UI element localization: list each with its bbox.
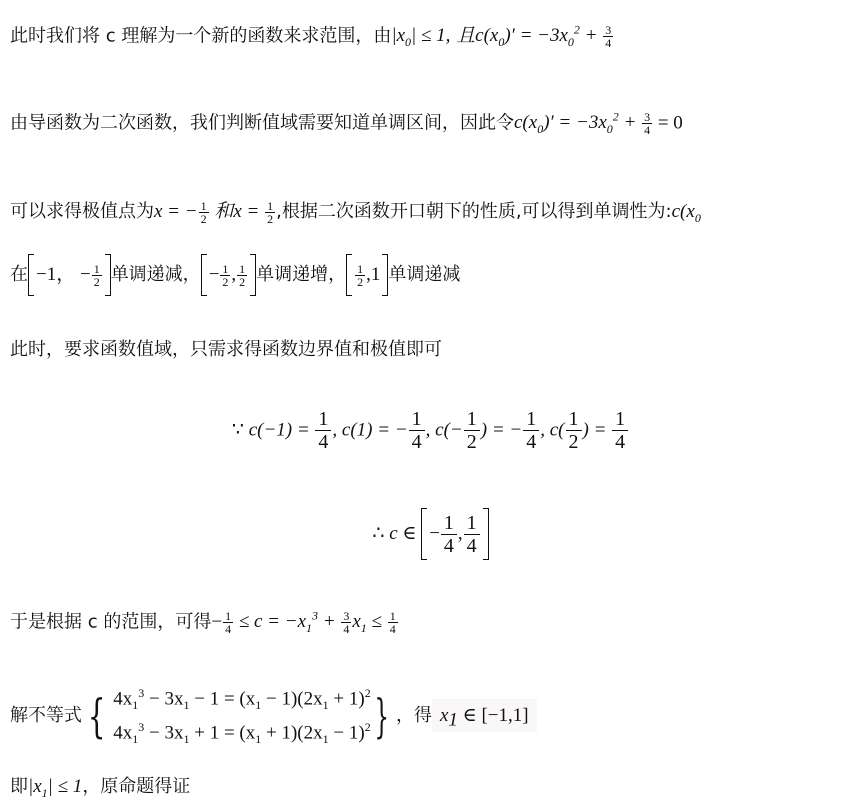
line-2 bbox=[10, 103, 683, 143]
line-1-abs: $|x_0| \le 1$, bbox=[391, 25, 451, 50]
fraction: $\frac{1}{2}$ bbox=[464, 408, 480, 453]
eq-part: ) = bbox=[582, 419, 612, 441]
line-2-end: = 0 bbox=[653, 112, 683, 134]
line-8-expr2: $x_1$ ≤ bbox=[352, 611, 387, 636]
fraction: $\frac{1}{4}$ bbox=[409, 408, 425, 453]
line-3 bbox=[10, 198, 701, 232]
line-1-text: 此时我们将 c 理解为一个新的函数来求范围，由 bbox=[10, 25, 392, 47]
fraction: $\frac{1}{4}$ bbox=[389, 608, 396, 636]
fraction: $\frac{1}{4}$ bbox=[441, 512, 457, 557]
line-3-end: $c(x_0$ bbox=[671, 201, 701, 225]
fraction: $\frac{1}{2}$ bbox=[267, 198, 274, 226]
line-1-and: 且 bbox=[456, 25, 476, 47]
line-7 bbox=[0, 508, 861, 560]
eq-part: , c( bbox=[540, 419, 565, 441]
left-bracket bbox=[201, 254, 207, 296]
system-row-1: $4x_1^3 - 3x_1 - 1 = (x_1 - 1)(2x_1 + 1)^2$ bbox=[113, 686, 371, 713]
fraction: $\frac{1}{4}$ bbox=[523, 408, 539, 453]
fraction: $\frac{1}{4}$ bbox=[315, 408, 331, 453]
decreasing-label-2: 单调递减 bbox=[388, 264, 461, 285]
line-10-text: 即 bbox=[10, 776, 28, 797]
increasing-label: 单调递增， bbox=[256, 264, 347, 285]
line-6 bbox=[0, 408, 861, 453]
fraction: $\frac{1}{2}$ bbox=[239, 261, 246, 289]
line-9 bbox=[10, 682, 537, 750]
interval-1: −1， − bbox=[36, 264, 91, 285]
left-bracket bbox=[421, 508, 427, 560]
decreasing-label: 单调递减， bbox=[110, 264, 201, 285]
interval-2: − bbox=[208, 264, 220, 285]
therefore-symbol: ∴ bbox=[372, 523, 390, 544]
fraction: $\frac{1}{2}$ bbox=[200, 198, 207, 226]
line-10 bbox=[10, 773, 190, 807]
line-3-x1: x = − bbox=[154, 201, 198, 222]
line-10-abs: $|x_1| \le 1$ bbox=[28, 776, 83, 800]
because-symbol: ∵ bbox=[231, 419, 249, 441]
line-4-text: 在 bbox=[10, 264, 28, 285]
interval-3: ,1 bbox=[366, 264, 381, 285]
line-8-text: 于是根据 c 的范围，可得 bbox=[10, 611, 212, 633]
fraction: $\frac{3}{4}$ bbox=[343, 608, 350, 636]
eq-part: , c(− bbox=[425, 419, 463, 441]
inequality-system bbox=[82, 682, 396, 750]
line-9-text: 解不等式 bbox=[10, 705, 82, 727]
fraction: $\frac{1}{2}$ bbox=[566, 408, 582, 453]
line-10-conclusion: ，原命题得证 bbox=[82, 776, 191, 797]
fraction: $\frac{3}{4}$ bbox=[605, 22, 612, 50]
line-8-expr: ≤ $c = -x_1^3$ + bbox=[234, 609, 341, 636]
left-brace: { bbox=[87, 689, 106, 744]
fraction: $\frac{1}{2}$ bbox=[357, 261, 364, 289]
line-3-text: 可以求得极值点为 bbox=[10, 201, 154, 222]
minus: − bbox=[211, 611, 223, 633]
left-bracket bbox=[346, 254, 352, 296]
fraction: $\frac{3}{4}$ bbox=[644, 109, 651, 137]
eq-part: , c(1) = − bbox=[332, 419, 408, 441]
line-3-x2: x = bbox=[233, 201, 265, 222]
right-bracket bbox=[483, 508, 489, 560]
line-8 bbox=[10, 602, 399, 642]
line-5 bbox=[10, 336, 442, 364]
fraction: $\frac{1}{4}$ bbox=[464, 512, 480, 557]
line-4 bbox=[10, 254, 460, 296]
line-3-text2: ,根据二次函数开口朝下的性质,可以得到单调性为: bbox=[276, 201, 672, 222]
left-bracket bbox=[28, 254, 34, 296]
right-brace: } bbox=[374, 689, 389, 744]
comma: , bbox=[457, 523, 463, 544]
fraction: $\frac{1}{2}$ bbox=[93, 261, 100, 289]
minus: − bbox=[429, 523, 440, 544]
system-row-2: $4x_1^3 - 3x_1 + 1 = (x_1 + 1)(2x_1 - 1)^2$ bbox=[113, 720, 371, 747]
line-1-derivative: $c(x_0)' = -3x_0^2$ + bbox=[475, 23, 603, 50]
fraction: $\frac{1}{2}$ bbox=[222, 261, 229, 289]
line-3-and: 和 bbox=[209, 201, 234, 222]
eq-part: ) = − bbox=[480, 419, 523, 441]
line-9-after: ，得 bbox=[395, 705, 432, 727]
line-2-text: 由导函数为二次函数，我们判断值域需要知道单调区间，因此令 bbox=[10, 112, 514, 134]
comma: , bbox=[231, 264, 237, 285]
result-box: $x_1$ ∈ [−1,1] bbox=[432, 699, 537, 732]
eq-part: c(−1) = bbox=[248, 419, 315, 441]
line-2-equation: $c(x_0)' = -3x_0^2$ + bbox=[514, 110, 642, 137]
fraction: $\frac{1}{4}$ bbox=[612, 408, 628, 453]
line-1 bbox=[10, 16, 614, 56]
line-5-text: 此时，要求函数值域，只需求得函数边界值和极值即可 bbox=[10, 339, 442, 360]
range-statement: c ∈ bbox=[389, 523, 422, 544]
fraction: $\frac{1}{4}$ bbox=[225, 608, 232, 636]
